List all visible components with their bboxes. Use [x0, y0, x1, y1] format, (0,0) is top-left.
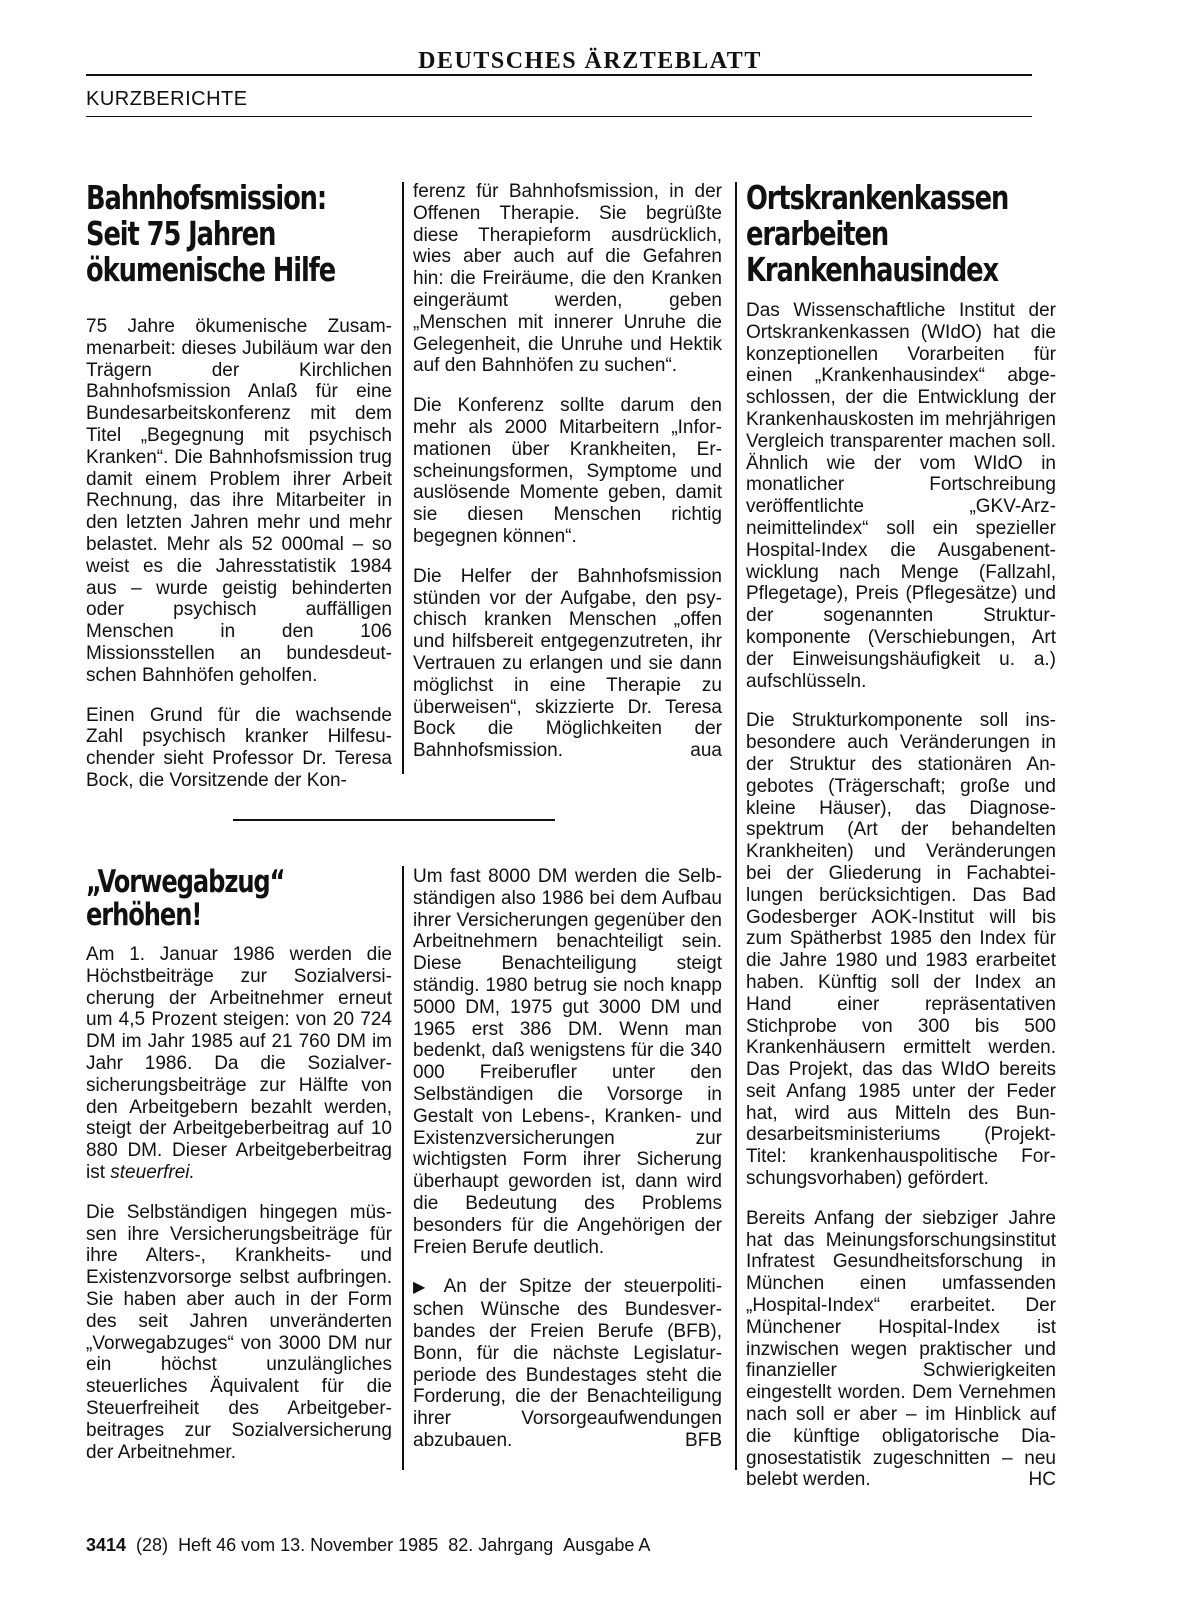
article3-column — [746, 180, 1056, 1509]
article2-paragraph — [86, 944, 392, 1184]
article3-paragraph: Das Wissenschaftliche Institut der Ortskrankenkassen (WIdO) hat die konzeptionellen Vorarbeiten für einen „Krankenhausindex“ abgeschlossen, der die Entwicklung der Krankenhauskosten im mehrjährigen Vergleich transparenter machen soll. Ähnlich wie der vom WIdO in monatlicher Fortschreibung veröffentlichte „GKV-Arzneimittelindex“ soll ein spezieller Hospital-Index die Ausgabenentwicklung nach Menge (Fallzahl, Pflegetage), Preis (Pflegesätze) und der sogenannten Strukturkomponente (Verschiebungen, Art der Einweisungshäufigkeit u. a.) aufschlüsseln. — [746, 300, 1056, 692]
article1-paragraph: ferenz für Bahnhofsmission, in der Offenen Therapie. Sie begrüßte diese Therapieform ausdrücklich, wies aber auch auf die Gefahren hin: die Freiräume, die den Kranken eingeräumt werden, geben „Menschen mit innerer Unruhe die Gelegenheit, die Unruhe und Hektik auf den Bahnhöfen zu suchen“. — [413, 181, 722, 377]
article1-signature: aua — [690, 740, 722, 762]
masthead-rule — [86, 74, 1032, 76]
page-footer — [86, 1535, 660, 1556]
article2-paragraph: Um fast 8000 DM werden die Selbständigen also 1986 bei dem Aufbau ihrer Versicherungen gegenüber den Arbeitnehmern benachteiligt sein. Diese Benachteiligung steigt ständig. 1980 betrug sie noch knapp 5000 DM, 1975 gut 3000 DM und 1965 erst 386 DM. Wenn man bedenkt, daß wenigstens für die 340 000 Freiberufler unter den Selbständigen die Vorsorge in Gestalt von Lebens-, Kranken- und Existenzversicherungen zur wichtigsten Form ihrer Sicherung überhaupt geworden ist, dann wird die Bedeutung des Problems besonders für die Angehörigen der Freien Berufe deutlich. — [413, 866, 722, 1258]
article2-headline: „Vorwegabzug“ erhöhen! — [86, 864, 285, 933]
article1-paragraph-text: Die Helfer der Bahnhofsmission stünden vor der Aufgabe, den psychisch kranken Menschen „offen und hilfsbereit entgegenzutreten, ihr Vertrauen zu erlangen und sie dann möglichst in eine Therapie zu überweisen“, skizzierte Dr. Teresa Bock die Möglichkeiten der Bahnhofsmission. — [413, 565, 722, 762]
article2-emphasis: steuerfrei. — [110, 1161, 195, 1183]
article2-column1 — [86, 866, 392, 1481]
masthead: DEUTSCHES ÄRZTEBLATT — [418, 48, 762, 74]
article1-paragraph: Die Konferenz sollte darum den mehr als 2000 Mitarbeitern „Informationen über Krankheiten, Erscheinungsformen, Symptome und auslösende Momente geben, damit sie diesen Menschen richtig begegnen können“. — [413, 395, 722, 547]
section-rule — [86, 116, 1032, 117]
page-number: 3414 — [86, 1535, 127, 1555]
sub-page-number: (28) — [136, 1535, 169, 1555]
article1-column2 — [413, 181, 722, 780]
column-divider — [735, 182, 737, 1470]
article3-paragraph: Die Strukturkomponente soll insbesondere auch Veränderungen in der Struktur des stationären Angebotes (Trägerschaft; große und kleine Häuser), das Diagnosespektrum (Art der behandelten Krankheiten) und Veränderungen bei der Gliederung in Fachabteilungen berücksichtigen. Das Bad Godesberger AOK-Institut will bis zum Spätherbst 1985 den Index für die Jahre 1980 und 1983 erarbeitet haben. Künftig soll der Index an Hand einer repräsentativen Stichprobe von 300 bis 500 Krankenhäusern ermittelt werden. Das Projekt, das das WIdO bereits seit Anfang 1985 unter der Feder hat, wird aus Mitteln des Bundesarbeitsministeriums (Projekt-Titel: krankenhauspolitische Forschungsvorhaben) gefördert. — [746, 710, 1056, 1190]
article2-signature: BFB — [685, 1429, 722, 1451]
edition-info: Ausgabe A — [563, 1535, 651, 1555]
volume-info: 82. Jahrgang — [448, 1535, 554, 1555]
article2-last-paragraph — [413, 1276, 722, 1451]
section-label: KURZBERICHTE — [86, 88, 248, 110]
article2-paragraph: Die Selbständigen hingegen müssen ihre Versicherungsbeiträge für ihre Alters-, Krankheits- und Existenzvorsorge selbst aufbringen. Sie haben aber auch in der Form des seit Jahren unveränderten „Vorwegabzuges“ von 3000 DM nur ein höchst unzulängliches steuerliches Äquivalent für die Steuerfreiheit des Arbeitgeberbeitrages zur Sozialversicherung der Arbeitnehmer. — [86, 1201, 392, 1463]
article2-paragraph-text: An der Spitze der steuerpolitischen Wünsche des Bundesverbandes der Freien Berufe (BFB), Bonn, für die nächste Legislaturperiode des Bundestages steht die Forderung, die der Benachteiligung ihrer Vorsorgeaufwendungen abzubauen. — [413, 1276, 723, 1451]
column-divider — [402, 182, 404, 774]
article2-paragraph-text: Am 1. Januar 1986 werden die Höchstbeiträge zur Sozialversicherung der Arbeitnehmer erneut um 4,5 Prozent steigen: von 20 724 DM im Jahr 1985 auf 21 760 DM im Jahr 1986. Da die Sozialversicherungsbeiträge zur Hälfte von den Arbeitgebern bezahlt werden, steigt der Arbeitgeberbeitrag auf 10 880 DM. Dieser Arbeitgeberbeitrag ist — [86, 944, 392, 1183]
article3-last-paragraph — [746, 1208, 1056, 1491]
article1-last-paragraph — [413, 566, 722, 762]
article3-signature: HC — [1028, 1469, 1056, 1491]
story-separator — [233, 819, 555, 821]
article1-paragraph: 75 Jahre ökumenische Zusammenarbeit: dieses Jubiläum war den Trägern der Kirchlichen Bahnhofsmission Anlaß für eine Bundesarbeitskonferenz mit dem Titel „Begegnung mit psychisch Kranken“. Die Bahnhofsmission trug damit einem Problem ihrer Arbeit Rechnung, das ihre Mitarbeiter in den letzten Jahren mehr und mehr belastet. Mehr als 52 000mal – so weist es die Jahresstatistik 1984 aus – wurde geistig behinderten oder psychisch auffälligen Menschen in den 106 Missionsstellen an bundesdeutschen Bahnhöfen geholfen. — [86, 316, 392, 686]
issue-info: Heft 46 vom 13. November 1985 — [178, 1535, 439, 1555]
article1-paragraph: Einen Grund für die wachsende Zahl psychisch kranker Hilfesuchender sieht Professor Dr. Teresa Bock, die Vorsitzende der Kon- — [86, 704, 392, 791]
article1-headline: Bahnhofsmission: Seit 75 Jahren ökumenische Hilfe — [86, 178, 336, 289]
article2-column2 — [413, 866, 722, 1470]
article1-column1 — [86, 180, 392, 810]
article3-paragraph-text: Bereits Anfang der siebziger Jahre hat das Meinungsforschungsinstitut Infratest Gesundheitsforschung in München einen umfassenden „Hospital-Index“ erarbeitet. Der Münchener Hospital-Index ist inzwischen wegen praktischer und finanzieller Schwierigkeiten eingestellt worden. Dem Vernehmen nach soll er aber – im Hinblick auf die künftige obligatorische Diagnosestatistik zugeschnitten – neu belebt werden. — [746, 1207, 1056, 1491]
column-divider — [402, 866, 404, 1470]
article3-headline: Ortskrankenkassen erarbeiten Krankenhausindex — [746, 178, 1009, 289]
pointer-triangle-icon: ▶ — [413, 1279, 433, 1297]
